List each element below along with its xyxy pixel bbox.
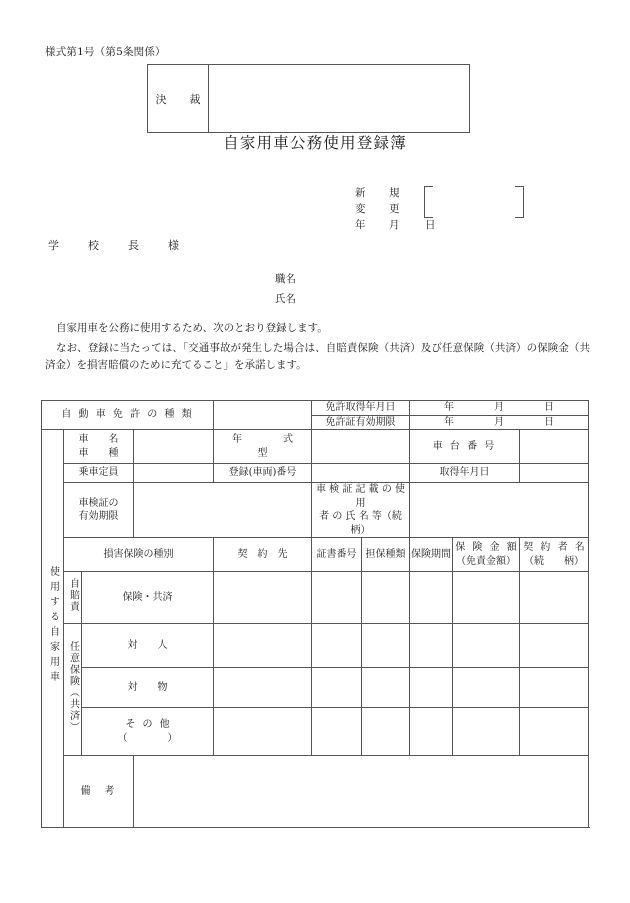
table-row: [42, 756, 589, 828]
insurance-row2-amount-cell[interactable]: [453, 624, 520, 668]
table-row: [42, 464, 589, 483]
insurance-sub-taibutsu-cell: [82, 668, 214, 708]
body-paragraph-2: なお、登録に当たっては、「交通事故が発生した場合は、自賠責保険（共済）及び任意保険（共済）の保険金（共済金）を損害賠償のために充てること」を承諾します。: [45, 342, 590, 371]
chassis-no-label-cell: [410, 430, 520, 464]
insurance-row2-certificate-cell[interactable]: [312, 624, 362, 668]
registration-change-char2: 更: [389, 203, 400, 215]
remarks-input-cell[interactable]: [134, 756, 589, 828]
insurance-row1-holder-cell[interactable]: [520, 572, 589, 624]
insurance-row1-contractor-cell[interactable]: [214, 572, 312, 624]
table-row: [42, 668, 589, 708]
license-acquire-date-label: 免許取得年月日: [325, 402, 396, 413]
insurance-group-nini-cell: [64, 624, 82, 756]
applicant-block: [275, 269, 296, 309]
insurance-sub-sonota-blank[interactable]: （ ）: [117, 732, 178, 744]
license-acquire-month: 月: [494, 402, 505, 413]
license-expiry-label-cell: [312, 415, 410, 430]
insurance-row1-amount-cell[interactable]: [453, 572, 520, 624]
approval-blank-area[interactable]: [209, 65, 469, 132]
insurance-holder-header-cell: [520, 538, 589, 572]
model-year-input-cell[interactable]: [312, 430, 410, 464]
insurance-row1-period-cell[interactable]: [410, 572, 453, 624]
insurance-type-header: 損害保険の種別: [103, 548, 174, 560]
license-type-input-cell[interactable]: [214, 401, 312, 430]
insurance-row3-certificate-cell[interactable]: [312, 668, 362, 708]
insurance-sub-hoken-kyosai-label: 保険・共済: [122, 591, 173, 603]
insurance-row2-holder-cell[interactable]: [520, 624, 589, 668]
table-row: [42, 430, 589, 464]
insurance-sub-sonota-cell: [82, 708, 214, 756]
insurance-row2-contractor-cell[interactable]: [214, 624, 312, 668]
vehicle-acquire-date-input-cell[interactable]: [520, 464, 589, 483]
model-year-label: 年 式: [232, 434, 301, 445]
capacity-label-cell: [64, 464, 134, 483]
inspection-expiry-label-line2: 有効期限: [78, 511, 119, 522]
inspection-user-label-line1: 車 検 証 記 載 の 使 用: [315, 484, 406, 509]
approval-box: [147, 64, 470, 133]
applicant-name-label: 氏名: [275, 293, 296, 305]
insurance-row4-certificate-cell[interactable]: [312, 708, 362, 756]
insurance-certificate-header: 証書番号: [316, 548, 357, 560]
insurance-row3-period-cell[interactable]: [410, 668, 453, 708]
insurance-holder-header-line2: （続 柄）: [524, 555, 585, 567]
vehicle-acquire-date-label: 取得年月日: [439, 467, 490, 479]
insurance-group-jibaiseki-cell: [64, 572, 82, 624]
model-label: 型: [257, 447, 275, 459]
page-title: 自家用車公務使用登録簿: [223, 134, 407, 152]
car-name-label: 車 名: [78, 434, 124, 445]
insurance-period-header-cell: [410, 538, 453, 572]
table-row: [42, 483, 589, 538]
insurance-sub-taibutsu-label: 対 物: [127, 681, 168, 693]
inspection-user-label-line2: 者 の 氏 名 等（続柄）: [319, 511, 402, 536]
license-expiry-value-cell[interactable]: [410, 415, 589, 430]
license-expiry-year: 年: [444, 416, 455, 428]
insurance-row4-amount-cell[interactable]: [453, 708, 520, 756]
car-name-kind-label-cell: [64, 430, 134, 464]
registration-bracket: [424, 186, 524, 218]
remarks-label: 備 考: [80, 785, 117, 797]
insurance-row4-contractor-cell[interactable]: [214, 708, 312, 756]
license-acquire-date-label-cell: [312, 401, 410, 416]
inspection-expiry-input-cell[interactable]: [134, 483, 312, 538]
insurance-sub-sonota-label: そ の 他: [125, 719, 172, 730]
registration-day-label: 日: [425, 219, 436, 231]
insurance-coverage-header: 担保種類: [365, 548, 406, 560]
registration-no-label-cell: [214, 464, 312, 483]
registration-no-input-cell[interactable]: [312, 464, 410, 483]
insurance-row3-contractor-cell[interactable]: [214, 668, 312, 708]
chassis-no-input-cell[interactable]: [520, 430, 589, 464]
insurance-row1-certificate-cell[interactable]: [312, 572, 362, 624]
remarks-label-cell: [64, 756, 134, 828]
insurance-row2-period-cell[interactable]: [410, 624, 453, 668]
body-paragraph-1: 自家用車を公務に使用するため、次のとおり登録します。: [56, 322, 328, 334]
insurance-row3-amount-cell[interactable]: [453, 668, 520, 708]
license-type-label-cell: [42, 401, 214, 430]
registration-date-row: [355, 217, 455, 233]
bracket-right-icon: [515, 186, 524, 218]
inspection-user-label-cell: [312, 483, 410, 538]
model-year-label-cell: [214, 430, 312, 464]
insurance-holder-header-line1: 契 約 者 名: [523, 542, 587, 553]
insurance-contractor-header: 契 約 先: [237, 548, 288, 560]
insurance-row2-coverage-cell[interactable]: [362, 624, 410, 668]
insurance-sub-taijin-cell: [82, 624, 214, 668]
insurance-row3-coverage-cell[interactable]: [362, 668, 410, 708]
form-number: 様式第1号（第5条関係）: [45, 46, 166, 58]
license-acquire-day: 日: [544, 402, 555, 413]
insurance-group-jibaiseki-label: 自賠責: [67, 578, 79, 613]
capacity-input-cell[interactable]: [134, 464, 214, 483]
license-expiry-month: 月: [494, 416, 505, 428]
addressee: 学 校 長 様: [48, 239, 188, 252]
vehicle-acquire-date-label-cell: [410, 464, 520, 483]
table-row: [42, 708, 589, 756]
registration-change-char1: 変: [355, 203, 366, 215]
vehicle-side-label-cell: [42, 430, 64, 828]
approval-label: 決 裁: [148, 65, 209, 132]
applicant-position-label: 職名: [275, 273, 296, 285]
insurance-amount-header-line1: 保 険 金 額: [455, 542, 519, 553]
license-expiry-label: 免許証有効期限: [325, 416, 396, 428]
insurance-sub-taijin-label: 対 人: [127, 639, 168, 651]
registration-no-label: 登録(車両)番号: [228, 467, 297, 479]
insurance-amount-header-line2: （免責金額）: [456, 555, 517, 567]
inspection-expiry-label-line1: 車検証の: [78, 497, 119, 509]
inspection-expiry-label-cell: [64, 483, 134, 538]
insurance-sub-hoken-kyosai-cell: [82, 572, 214, 624]
insurance-row4-holder-cell[interactable]: [520, 708, 589, 756]
insurance-row4-period-cell[interactable]: [410, 708, 453, 756]
license-acquire-date-value-cell[interactable]: [410, 401, 589, 416]
bracket-left-icon: [424, 186, 433, 218]
insurance-group-nini-label: 任意保険（共済）: [67, 641, 79, 734]
vehicle-side-label: 使用する自家用車: [47, 566, 59, 687]
table-row: [42, 401, 589, 416]
car-name-kind-input-cell[interactable]: [134, 430, 214, 464]
insurance-period-header: 保険期間: [411, 548, 452, 560]
insurance-row3-holder-cell[interactable]: [520, 668, 589, 708]
registration-new-char2: 規: [389, 187, 400, 199]
insurance-amount-header-cell: [453, 538, 520, 572]
car-kind-label: 車 種: [78, 447, 124, 459]
registration-year-label: 年: [355, 219, 366, 231]
license-acquire-year: 年: [444, 402, 455, 413]
table-row: [42, 538, 589, 572]
registration-month-label: 月: [389, 219, 400, 231]
registration-new-char1: 新: [355, 187, 366, 199]
insurance-type-header-cell: [64, 538, 214, 572]
capacity-label: 乗車定員: [78, 467, 119, 479]
insurance-row4-coverage-cell[interactable]: [362, 708, 410, 756]
insurance-contractor-header-cell: [214, 538, 312, 572]
table-row: [42, 624, 589, 668]
insurance-coverage-header-cell: [362, 538, 410, 572]
insurance-certificate-header-cell: [312, 538, 362, 572]
chassis-no-label: 車 台 番 号: [432, 440, 497, 452]
inspection-user-input-cell[interactable]: [410, 483, 589, 538]
license-type-label: 自 動 車 免 許 の 種 類: [61, 409, 194, 421]
registration-table: [41, 400, 589, 828]
license-expiry-day: 日: [544, 416, 555, 428]
insurance-row1-coverage-cell[interactable]: [362, 572, 410, 624]
table-row: [42, 572, 589, 624]
